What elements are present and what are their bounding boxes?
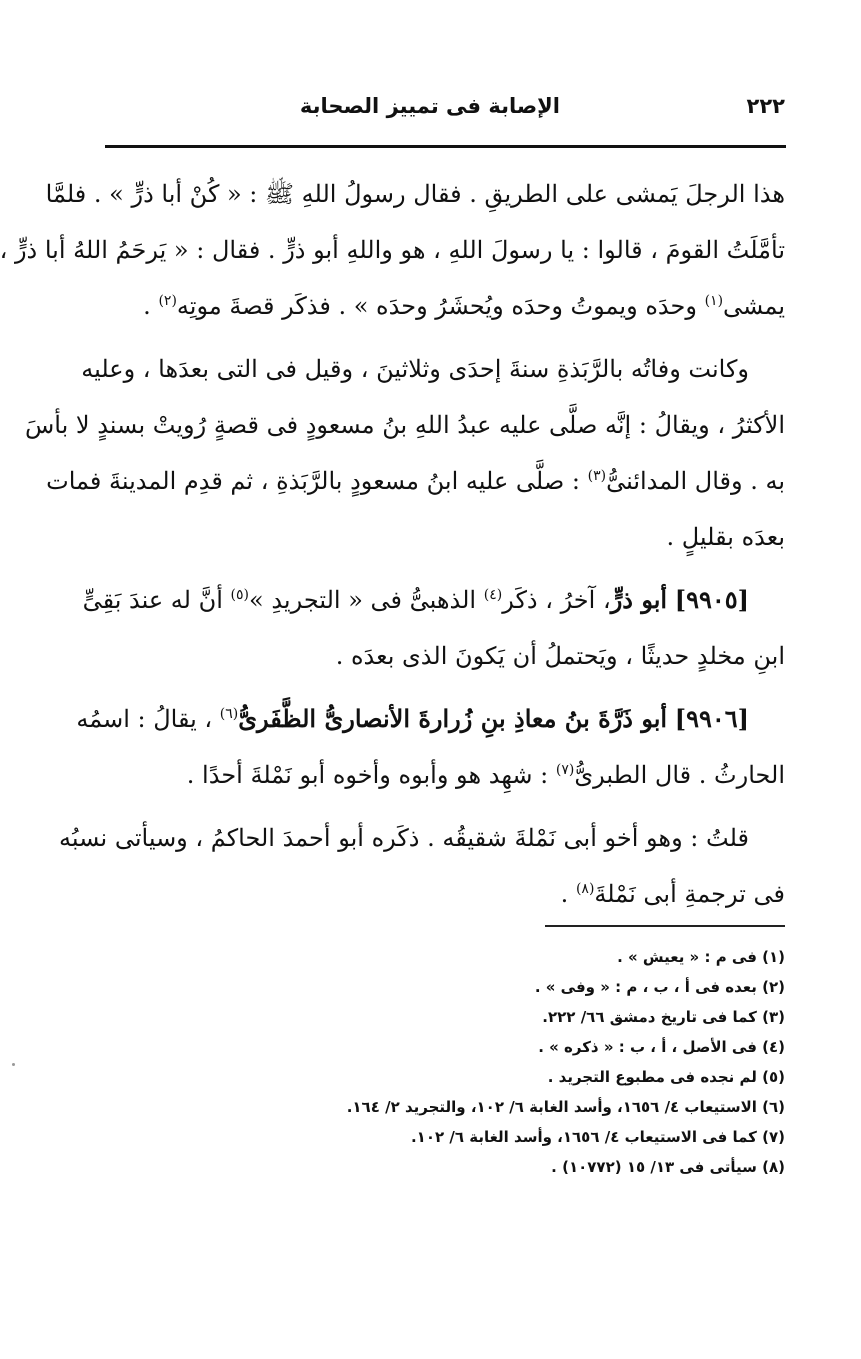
footnote: (٨) سيأتى فى ١٣/ ١٥ (١٠٧٧٢) . xyxy=(551,1158,785,1176)
entry-number: [٩٩٠٦] xyxy=(674,704,749,733)
header-rule xyxy=(105,145,786,148)
footnote: (٥) لم نجده فى مطبوع التجريد . xyxy=(547,1068,785,1086)
text-line: الأكثرُ ، ويقالُ : إنَّه صلَّى عليه عبدُ اللهِ بنُ مسعودٍ فى قصةٍ رُويتْ بسندٍ لا بأسَ xyxy=(24,411,785,439)
footnote-ref-2: (٢) xyxy=(158,293,177,309)
text-segment: ، آخرُ ، ذكَر xyxy=(502,586,611,614)
text-line: ابنِ مخلدٍ حديثًا ، ويَحتملُ أن يَكونَ الذى بعدَه . xyxy=(335,642,785,670)
footnote-ref-3: (٣) xyxy=(587,468,607,484)
footnote: (٦) الاستيعاب ٤/ ١٦٥٦، وأسد الغابة ٦/ ١٠٢، والتجريد ٢/ ١٦٤. xyxy=(346,1098,785,1116)
footnote: (٣) كما فى تاريخ دمشق ٦٦/ ٢٢٢. xyxy=(542,1008,785,1026)
footnote-ref-5: (٥) xyxy=(230,587,250,603)
text-line xyxy=(105,278,785,334)
text-segment: : صلَّى عليه ابنُ مسعودٍ بالرَّبَذةِ ، ثم قدِم المدينةَ فمات xyxy=(46,467,580,495)
footnote: (٤) فى الأصل ، أ ، ب : « ذكره » . xyxy=(538,1038,785,1056)
text-line: وكانت وفاتُه بالرَّبَذةِ سنةَ إحدَى وثلاثينَ ، وقيل فى التى بعدَها ، وعليه xyxy=(81,355,749,383)
text-segment: الذهبىُّ فى « التجريدِ » xyxy=(249,586,477,614)
text-segment: فى ترجمةِ أبى نَمْلةَ xyxy=(594,880,785,908)
text-line: هذا الرجلَ يَمشى على الطريقِ . فقال رسولُ اللهِ ﷺ : « كُنْ أبا ذرٍّ » . فلمَّا xyxy=(45,180,785,208)
text-line xyxy=(76,691,785,747)
text-segment: وحدَه ويموتُ وحدَه ويُحشَرُ وحدَه » . فذكَر قصةَ موتِه xyxy=(176,292,697,320)
text-segment: أنَّ له عندَ بَقِىٍّ xyxy=(82,586,223,614)
paragraph-2 xyxy=(24,341,785,565)
text-segment: : شهِد هو وأبوه وأخوه أبو نَمْلةَ أحدًا . xyxy=(186,761,549,789)
paragraph-1 xyxy=(0,166,785,334)
entry-9905 xyxy=(82,572,785,684)
text-line xyxy=(46,453,785,509)
footnote: (٢) بعده فى أ ، ب ، م : « وفى » . xyxy=(534,978,785,996)
footnote-ref-7: (٧) xyxy=(555,762,575,778)
text-line xyxy=(105,747,785,803)
text-segment: يمشى xyxy=(723,292,785,320)
margin-dot xyxy=(12,1063,15,1066)
page-number: ٢٢٢ xyxy=(746,94,785,118)
footnote-ref-4: (٤) xyxy=(483,587,503,603)
footnote-rule xyxy=(545,925,785,927)
entry-name: أبو ذَرَّةَ بنُ معاذِ بنِ زُرارةَ الأنصارىُّ الظَّفَرىُّ xyxy=(238,704,668,733)
text-segment: الحارثُ . قال الطبرىُّ xyxy=(574,761,785,789)
footnote: (١) فى م : « يعيش » . xyxy=(617,948,785,966)
running-title: الإصابة فى تمييز الصحابة xyxy=(299,94,560,118)
footnote-ref-1: (١) xyxy=(704,293,724,309)
text-line xyxy=(105,866,785,922)
paragraph-3 xyxy=(59,810,785,922)
text-line: بعدَه بقليلٍ . xyxy=(666,523,785,551)
text-segment: به . وقال المدائنىُّ xyxy=(606,467,785,495)
footnote: (٧) كما فى الاستيعاب ٤/ ١٦٥٦، وأسد الغابة ٦/ ١٠٢. xyxy=(410,1128,785,1146)
text-line: قلتُ : وهو أخو أبى نَمْلةَ شقيقُه . ذكَره أبو أحمدَ الحاكمُ ، وسيأتى نسبُه xyxy=(59,824,749,852)
page-header xyxy=(105,94,785,132)
text-line: تأمَّلَتُ القومَ ، قالوا : يا رسولَ اللهِ ، هو واللهِ أبو ذرٍّ . فقال : « يَرحَمُ اللهُ أبا ذرٍّ ، xyxy=(0,236,785,264)
entry-9906 xyxy=(76,691,785,803)
text-line xyxy=(82,572,785,628)
entry-name: أبو ذرٍّ xyxy=(610,585,668,614)
footnote-ref-8: (٨) xyxy=(575,881,595,897)
entry-number: [٩٩٠٥] xyxy=(674,585,749,614)
text-segment: ، يقالُ : اسمُه xyxy=(76,705,213,733)
text-segment: . xyxy=(560,880,569,908)
footnotes xyxy=(105,942,785,1182)
text-segment: . xyxy=(143,292,151,320)
footnote-ref-6: (٦) xyxy=(219,706,239,722)
main-text xyxy=(0,166,785,929)
